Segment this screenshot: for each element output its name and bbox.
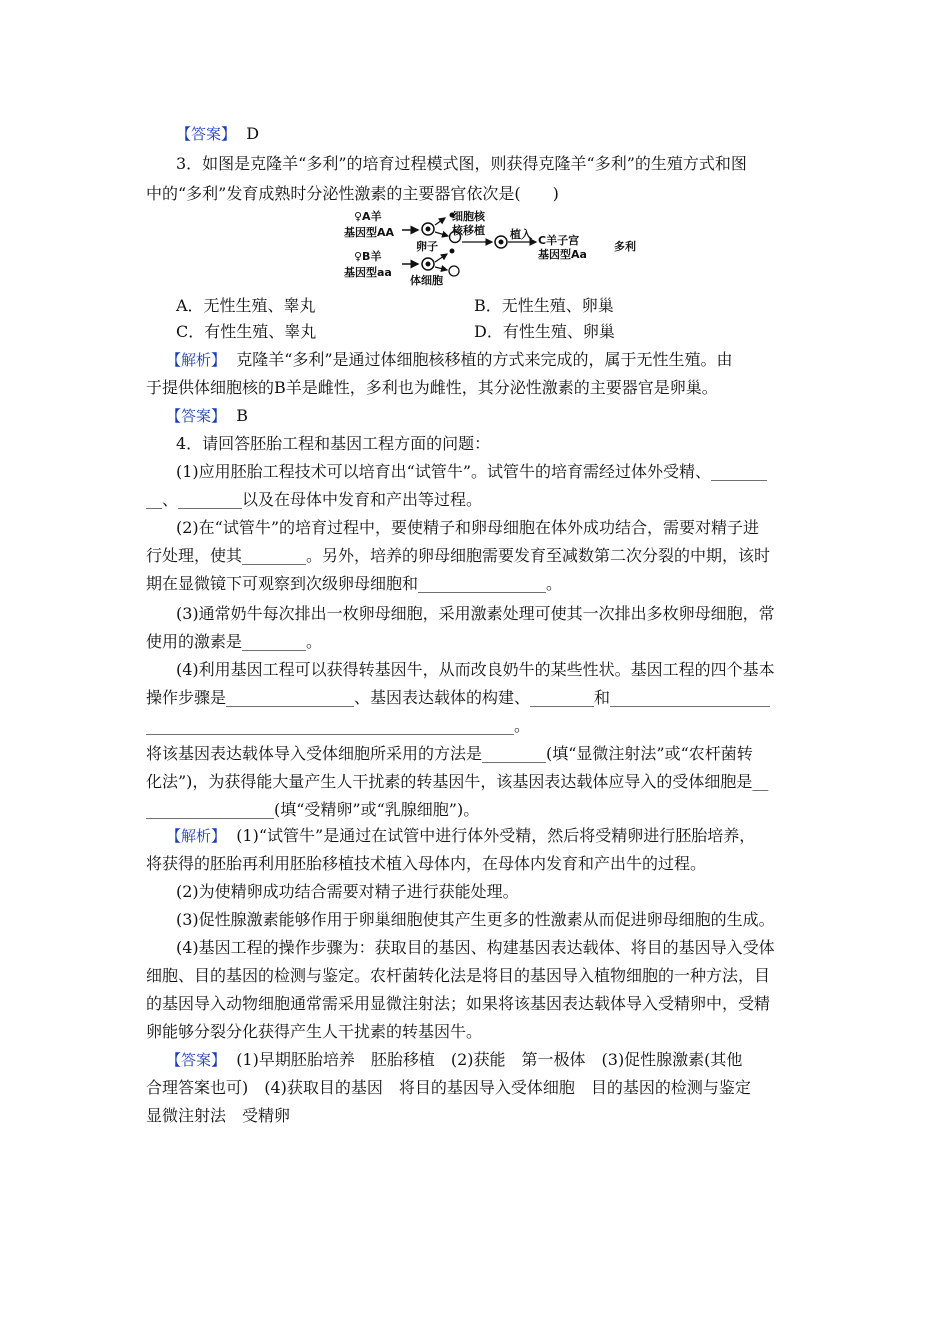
q4-line-3: __、________以及在母体中发育和产出等过程。 bbox=[146, 490, 483, 509]
q3-stem-line-1: 3．如图是克隆羊“多利”的培育过程模式图，则获得克隆羊“多利”的生殖方式和图 bbox=[176, 154, 747, 173]
fused-nucleus-shape bbox=[499, 240, 504, 245]
q4-line-10: 操作步骤是________________、基因表达载体的构建、________和____________________ bbox=[146, 688, 771, 707]
body-nucleus-shape bbox=[426, 262, 431, 267]
q4-answer-line-3: 显微注射法 受精卵 bbox=[146, 1106, 291, 1125]
cloning-diagram bbox=[330, 206, 650, 288]
q4-line-1: 4．请回答胚胎工程和基因工程方面的问题： bbox=[176, 434, 491, 453]
answer-tag: 【答案】 bbox=[166, 1051, 227, 1069]
q4-analysis-line-7: 的基因导入动物细胞通常需采用显微注射法；如果将该基因表达载体导入受精卵中，受精 bbox=[146, 994, 771, 1013]
q3-analysis-line-2: 于提供体细胞核的B羊是雌性，多利也为雌性，其分泌性激素的主要器官是卵巢。 bbox=[146, 378, 718, 397]
q3-answer-line bbox=[166, 406, 248, 426]
sheep-a-label: ♀A羊 bbox=[354, 210, 382, 223]
q4-line-6: 期在显微镜下可观察到次级卵母细胞和________________。 bbox=[146, 574, 563, 593]
q4-line-13: 化法”)，为获得能大量产生人干扰素的转基因牛，该基因表达载体应导入的受体细胞是__ bbox=[146, 772, 769, 791]
q4-line-2: (1)应用胚胎工程技术可以培育出“试管牛”。试管牛的培育需经过体外受精、_______ bbox=[176, 462, 768, 481]
q4-line-7: (3)通常奶牛每次排出一枚卵母细胞，采用激素处理可使其一次排出多枚卵母细胞，常 bbox=[176, 604, 775, 623]
q2-answer: D bbox=[246, 124, 260, 143]
q4-line-9: (4)利用基因工程可以获得转基因牛，从而改良奶牛的某些性状。基因工程的四个基本 bbox=[176, 660, 775, 679]
q3-option-d: D．有性生殖、卵巢 bbox=[474, 322, 615, 341]
uterus-label: C羊子宫 bbox=[538, 234, 580, 247]
q4-line-14: ________________(填“受精卵”或“乳腺细胞”)。 bbox=[146, 800, 480, 819]
egg-nucleus-shape bbox=[426, 227, 431, 232]
offspring-genotype: 基因型Aa bbox=[538, 248, 587, 261]
q4-analysis-line-1: 【解析】 (1)“试管牛”是通过在试管中进行体外受精，然后将受精卵进行胚胎培养， bbox=[166, 826, 756, 845]
nucleus-label: 细胞核 bbox=[452, 210, 485, 223]
arrow-egg-nucleus bbox=[435, 218, 445, 225]
q4-analysis-line-2: 将获得的胚胎再利用胚胎移植技术植入母体内，在母体内发育和产出牛的过程。 bbox=[146, 854, 707, 873]
analysis-tag: 【解析】 bbox=[166, 827, 227, 845]
q4-analysis-line-5: (4)基因工程的操作步骤为：获取目的基因、构建基因表达载体、将目的基因导入受体 bbox=[176, 938, 775, 957]
q4-line-12: 将该基因表达载体导入受体细胞所采用的方法是________(填“显微注射法”或“农杆菌转 bbox=[146, 744, 753, 763]
q3-option-c: C．有性生殖、睾丸 bbox=[176, 322, 317, 341]
arrow-egg-enucleated bbox=[435, 232, 448, 236]
body-remainder-shape bbox=[449, 266, 459, 276]
sheep-a-genotype: 基因型AA bbox=[344, 226, 395, 239]
q4-answer-line-1: 【答案】 (1)早期胚胎培养 胚胎移植 (2)获能 第一极体 (3)促性腺激素(其他 bbox=[166, 1050, 743, 1069]
answer-tag: 【答案】 bbox=[176, 125, 237, 143]
sheep-b-genotype: 基因型aa bbox=[344, 266, 392, 279]
arrow-body-remainder bbox=[435, 267, 447, 270]
q3-option-a: A．无性生殖、睾丸 bbox=[176, 296, 316, 315]
body-cell-label: 体细胞 bbox=[410, 274, 443, 287]
q4-analysis-line-4: (3)促性腺激素能够作用于卵巢细胞使其产生更多的性激素从而促进卵母细胞的生成。 bbox=[176, 910, 775, 929]
q3-answer: B bbox=[236, 406, 248, 425]
q4-analysis-line-3: (2)为使精卵成功结合需要对精子进行获能处理。 bbox=[176, 882, 519, 901]
q4-answer-line-2: 合理答案也可) (4)获取目的基因 将目的基因导入受体细胞 目的基因的检测与鉴定 bbox=[146, 1078, 751, 1097]
implant-label: 植入 bbox=[510, 228, 532, 241]
sheep-b-label: ♀B羊 bbox=[354, 250, 382, 263]
q2-answer-line bbox=[176, 124, 259, 144]
q3-option-b: B．无性生殖、卵巢 bbox=[474, 296, 614, 315]
q3-stem-line-2: 中的“多利”发育成熟时分泌性激素的主要器官依次是( ) bbox=[146, 184, 559, 203]
answer-tag: 【答案】 bbox=[166, 407, 227, 425]
donor-nucleus-shape bbox=[450, 249, 455, 254]
q3-analysis-line-1: 【解析】 克隆羊“多利”是通过体细胞核移植的方式来完成的，属于无性生殖。由 bbox=[166, 350, 733, 369]
q4-analysis-line-8: 卵能够分裂分化获得产生人干扰素的转基因牛。 bbox=[146, 1022, 483, 1041]
q4-line-8: 使用的激素是________。 bbox=[146, 632, 323, 651]
transfer-label: 核移植 bbox=[452, 224, 485, 237]
egg-label: 卵子 bbox=[416, 240, 438, 253]
analysis-tag: 【解析】 bbox=[166, 351, 227, 369]
arrow-body-nucleus bbox=[435, 254, 447, 262]
q4-line-5: 行处理，使其________。另外，培养的卵母细胞需要发育至减数第二次分裂的中期，该时 bbox=[146, 546, 771, 565]
q4-line-11: ______________________________________________。 bbox=[146, 716, 531, 735]
q4-line-4: (2)在“试管牛”的培育过程中，要使精子和卵母细胞在体外成功结合，需要对精子进 bbox=[176, 518, 760, 537]
dolly-label: 多利 bbox=[614, 240, 636, 253]
q4-analysis-line-6: 细胞、目的基因的检测与鉴定。农杆菌转化法是将目的基因导入植物细胞的一种方法，目 bbox=[146, 966, 771, 985]
